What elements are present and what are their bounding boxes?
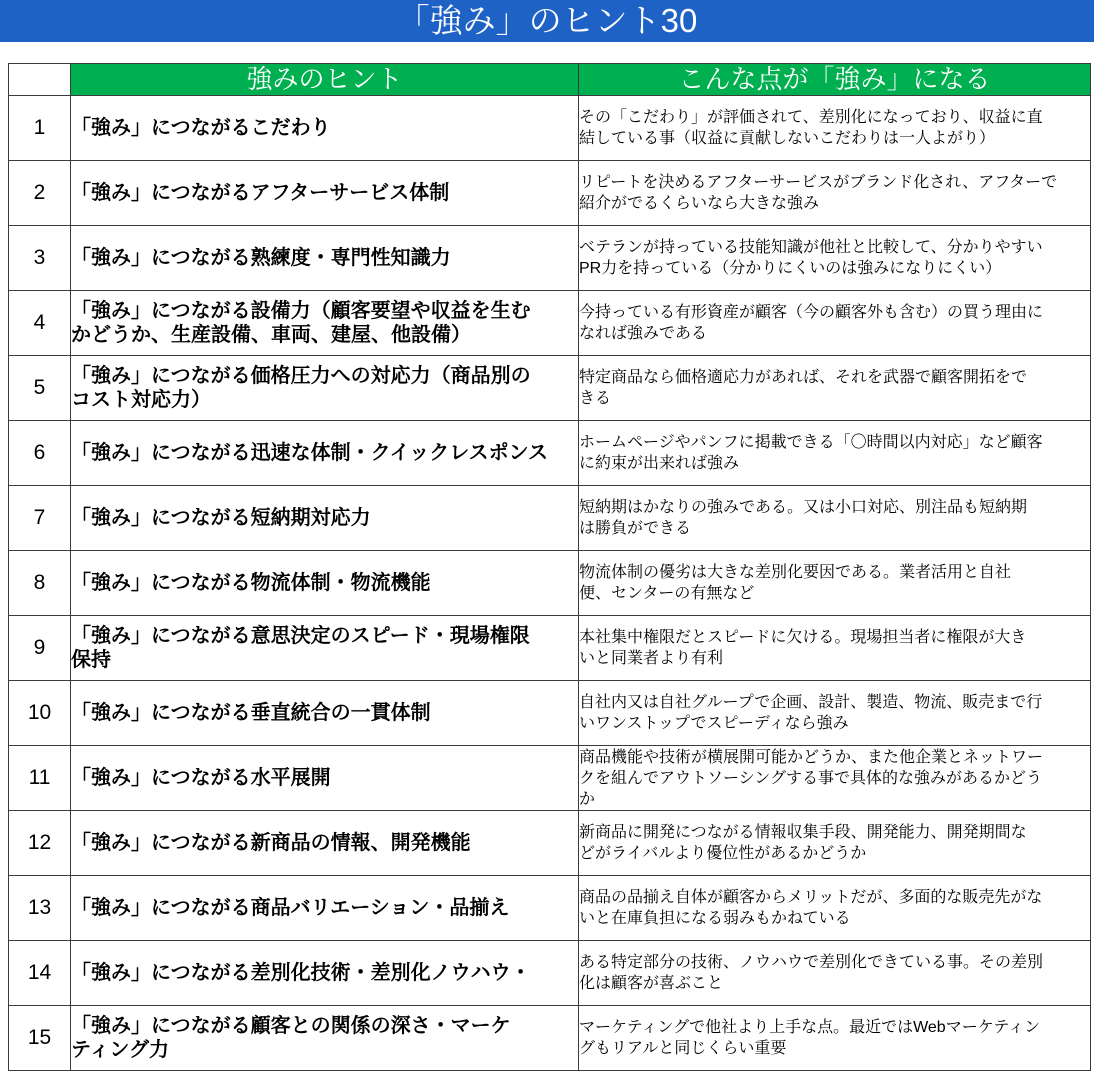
table-row	[9, 1006, 1091, 1071]
row-number: 5	[9, 356, 71, 421]
description-text: 物流体制の優劣は大きな差別化要因である。業者活用と自社 便、センターの有無など	[579, 551, 1091, 616]
description-text: マーケティングで他社より上手な点。最近ではWebマーケティン グもリアルと同じくらい重要	[579, 1006, 1091, 1071]
header-row	[9, 64, 1091, 96]
hint-text: 「強み」につながる水平展開	[71, 746, 579, 811]
description-text: 短納期はかなりの強みである。又は小口対応、別注品も短納期 は勝負ができる	[579, 486, 1091, 551]
hint-text: 「強み」につながる迅速な体制・クイックレスポンス	[71, 421, 579, 486]
hint-text: 「強み」につながる意思決定のスピード・現場権限 保持	[71, 616, 579, 681]
table-row	[9, 161, 1091, 226]
row-number: 14	[9, 941, 71, 1006]
header-hint: 強みのヒント	[71, 64, 579, 96]
description-text: 新商品に開発につながる情報収集手段、開発能力、開発期間な どがライバルより優位性があるかどうか	[579, 811, 1091, 876]
description-text: その「こだわり」が評価されて、差別化になっており、収益に直 結している事（収益に貢献しないこだわりは一人よがり）	[579, 96, 1091, 161]
hint-text: 「強み」につながる設備力（顧客要望や収益を生む かどうか、生産設備、車両、建屋、他設備）	[71, 291, 579, 356]
table-row	[9, 746, 1091, 811]
row-number: 10	[9, 681, 71, 746]
row-number: 7	[9, 486, 71, 551]
table-row	[9, 876, 1091, 941]
description-text: 自社内又は自社グループで企画、設計、製造、物流、販売まで行 いワンストップでスピーディなら強み	[579, 681, 1091, 746]
page-title: 「強み」のヒント30	[396, 2, 698, 39]
row-number: 11	[9, 746, 71, 811]
table-row	[9, 356, 1091, 421]
row-number: 3	[9, 226, 71, 291]
description-text: 商品の品揃え自体が顧客からメリットだが、多面的な販売先がな いと在庫負担になる弱みもかねている	[579, 876, 1091, 941]
table-row	[9, 96, 1091, 161]
row-number: 15	[9, 1006, 71, 1071]
hint-text: 「強み」につながる差別化技術・差別化ノウハウ・	[71, 941, 579, 1006]
description-text: 特定商品なら価格適応力があれば、それを武器で顧客開拓をで きる	[579, 356, 1091, 421]
description-text: 本社集中権限だとスピードに欠ける。現場担当者に権限が大き いと同業者より有利	[579, 616, 1091, 681]
description-text: 商品機能や技術が横展開可能かどうか、また他企業とネットワー クを組んでアウトソーシングする事で具体的な強みがあるかどう か	[579, 746, 1091, 811]
table-row	[9, 291, 1091, 356]
hint-text: 「強み」につながる熟練度・専門性知識力	[71, 226, 579, 291]
hint-text: 「強み」につながる顧客との関係の深さ・マーケ ティング力	[71, 1006, 579, 1071]
row-number: 8	[9, 551, 71, 616]
description-text: 今持っている有形資産が顧客（今の顧客外も含む）の買う理由に なれば強みである	[579, 291, 1091, 356]
hint-text: 「強み」につながる物流体制・物流機能	[71, 551, 579, 616]
row-number: 1	[9, 96, 71, 161]
row-number: 2	[9, 161, 71, 226]
table-row	[9, 681, 1091, 746]
table-row	[9, 551, 1091, 616]
table-row	[9, 226, 1091, 291]
hints-table	[8, 63, 1091, 1071]
table-row	[9, 616, 1091, 681]
row-number: 4	[9, 291, 71, 356]
table-row	[9, 486, 1091, 551]
row-number: 6	[9, 421, 71, 486]
hint-text: 「強み」につながる短納期対応力	[71, 486, 579, 551]
row-number: 12	[9, 811, 71, 876]
table-row	[9, 811, 1091, 876]
description-text: ベテランが持っている技能知識が他社と比較して、分かりやすい PR力を持っている（分かりにくいのは強みになりにくい）	[579, 226, 1091, 291]
title-banner	[0, 0, 1094, 42]
table-row	[9, 421, 1091, 486]
hint-text: 「強み」につながるこだわり	[71, 96, 579, 161]
header-description: こんな点が「強み」になる	[579, 64, 1091, 96]
description-text: ある特定部分の技術、ノウハウで差別化できている事。その差別 化は顧客が喜ぶこと	[579, 941, 1091, 1006]
hint-text: 「強み」につながるアフターサービス体制	[71, 161, 579, 226]
hint-text: 「強み」につながる垂直統合の一貫体制	[71, 681, 579, 746]
description-text: リピートを決めるアフターサービスがブランド化され、アフターで 紹介がでるくらいなら大きな強み	[579, 161, 1091, 226]
table-row	[9, 941, 1091, 1006]
hint-text: 「強み」につながる新商品の情報、開発機能	[71, 811, 579, 876]
hint-text: 「強み」につながる商品バリエーション・品揃え	[71, 876, 579, 941]
row-number: 9	[9, 616, 71, 681]
hint-text: 「強み」につながる価格圧力への対応力（商品別の コスト対応力）	[71, 356, 579, 421]
description-text: ホームページやパンフに掲載できる「〇時間以内対応」など顧客 に約束が出来れば強み	[579, 421, 1091, 486]
header-number-cell	[9, 64, 71, 96]
row-number: 13	[9, 876, 71, 941]
